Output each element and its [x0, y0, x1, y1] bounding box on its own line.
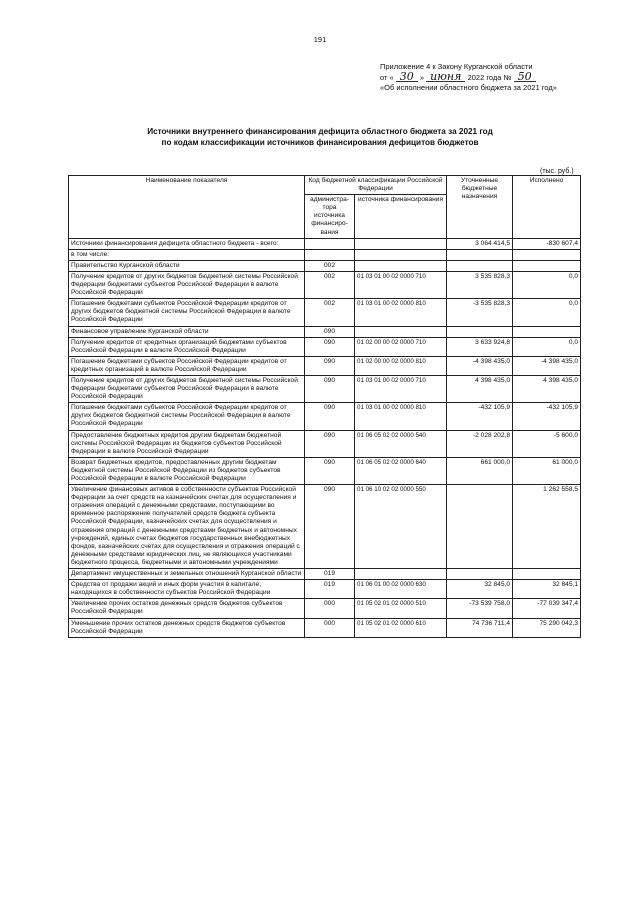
row-admin-code-cell: 090: [305, 337, 355, 356]
handwritten-day: 30: [396, 72, 418, 82]
row-planned-cell: -3 535 828,3: [447, 299, 513, 326]
row-admin-code-cell: 000: [305, 618, 355, 637]
row-source-code-cell: 01 05 02 01 02 0000 610: [355, 618, 447, 637]
row-executed-cell: [513, 260, 581, 271]
row-name-cell: Уменьшение прочих остатков денежных средств бюджетов субъектов Российской Федерации: [69, 618, 305, 637]
row-source-code-cell: [355, 326, 447, 337]
row-planned-cell: 74 736 711,4: [447, 618, 513, 637]
row-admin-code-cell: 002: [305, 299, 355, 326]
table-row: [69, 430, 581, 457]
row-admin-code-cell: 090: [305, 326, 355, 337]
row-name-cell: Получение кредитов от кредитных организаций бюджетами субъектов Российской Федерации в валюте Российской Федерации: [69, 337, 305, 356]
row-executed-cell: -830 607,4: [513, 238, 581, 249]
row-source-code-cell: 01 02 00 00 02 0000 710: [355, 337, 447, 356]
table-row: [69, 403, 581, 430]
table-row: [69, 260, 581, 271]
row-source-code-cell: 01 06 10 02 02 0000 550: [355, 485, 447, 569]
row-executed-cell: 0,0: [513, 337, 581, 356]
row-source-code-cell: 01 06 05 02 02 0000 540: [355, 430, 447, 457]
row-source-code-cell: 01 03 01 00 02 0000 810: [355, 299, 447, 326]
handwritten-month: июня: [426, 72, 465, 82]
row-planned-cell: [447, 326, 513, 337]
row-source-code-cell: 01 03 01 00 02 0000 810: [355, 403, 447, 430]
row-source-code-cell: 01 03 01 00 02 0000 710: [355, 271, 447, 298]
row-admin-code-cell: 090: [305, 403, 355, 430]
row-executed-cell: 4 398 435,0: [513, 375, 581, 402]
row-planned-cell: -432 105,9: [447, 403, 513, 430]
row-planned-cell: 3 064 414,5: [447, 238, 513, 249]
row-source-code-cell: 01 05 02 01 02 0000 510: [355, 599, 447, 618]
appendix-date-prefix: от «: [380, 73, 394, 82]
row-executed-cell: 1 262 558,5: [513, 485, 581, 569]
row-name-cell: в том числе:: [69, 249, 305, 260]
table-row: [69, 249, 581, 260]
appendix-block: [380, 62, 600, 93]
row-name-cell: Увеличение прочих остатков денежных средств бюджетов субъектов Российской Федерации: [69, 599, 305, 618]
row-source-code-cell: 01 02 00 00 02 0000 810: [355, 356, 447, 375]
table-row: [69, 271, 581, 298]
row-source-code-cell: [355, 249, 447, 260]
row-name-cell: Погашение бюджетами субъектов Российской Федерации кредитов от других бюджетов бюджетной системы Российской Федерации в валюте Российской Федерации: [69, 299, 305, 326]
row-source-code-cell: [355, 238, 447, 249]
row-source-code-cell: [355, 260, 447, 271]
row-planned-cell: -73 539 758,0: [447, 599, 513, 618]
row-source-code-cell: 01 03 01 00 02 0000 710: [355, 375, 447, 402]
row-name-cell: Увеличение финансовых активов в собственности субъектов Российской Федерации за счет средств на казначейских счетах для осуществления и отражения операций с денежными средствами, поступающими во временное распоряжение получателей средств бюджета субъекта Российской Федерации, казначейских счетах для осуществления и отражения операций с денежными средствами бюджетных и автономных учреждений, единых счетах бюджетов государственных внебюджетных фондов, казначейских счетах для осуществления и отражения операций с денежными средствами юридических лиц, не являющихся участниками бюджетного процесса, бюджетными и автономными учреждениями: [69, 485, 305, 569]
row-admin-code-cell: 000: [305, 599, 355, 618]
units-label: (тыс. руб.): [540, 168, 574, 175]
row-name-cell: Получение кредитов от других бюджетов бюджетной системы Российской Федерации бюджетами субъектов Российской Федерации в валюте Российской Федерации: [69, 271, 305, 298]
row-admin-code-cell: [305, 249, 355, 260]
row-name-cell: Предоставление бюджетных кредитов другим бюджетам бюджетной системы Российской Федерации из бюджетов субъектов Российской Федерации в валюте Российской Федерации: [69, 430, 305, 457]
row-planned-cell: -4 398 435,0: [447, 356, 513, 375]
row-name-cell: Источники финансирования дефицита областного бюджета - всего:: [69, 238, 305, 249]
header-executed: Исполнено: [513, 176, 581, 239]
header-code-group: Код бюджетной классификации Российской Федерации: [305, 176, 447, 195]
header-name: Наименование показателя: [69, 176, 305, 239]
table-row: [69, 337, 581, 356]
row-executed-cell: 0,0: [513, 299, 581, 326]
table-row: [69, 580, 581, 599]
row-admin-code-cell: 002: [305, 260, 355, 271]
row-name-cell: Погашение бюджетами субъектов Российской Федерации кредитов от кредитных организаций в валюте Российской Федерации: [69, 356, 305, 375]
appendix-line-3: «Об исполнении областного бюджета за 2021 год»: [380, 83, 557, 92]
table-body: [69, 238, 581, 637]
appendix-line-2: [380, 72, 600, 83]
row-planned-cell: 32 845,0: [447, 580, 513, 599]
row-executed-cell: 0,0: [513, 271, 581, 298]
row-executed-cell: 75 290 042,3: [513, 618, 581, 637]
row-admin-code-cell: 019: [305, 580, 355, 599]
row-planned-cell: 3 535 828,3: [447, 271, 513, 298]
table-row: [69, 375, 581, 402]
row-executed-cell: -4 398 435,0: [513, 356, 581, 375]
appendix-line-1: Приложение 4 к Закону Курганской области: [380, 62, 533, 71]
table-row: [69, 238, 581, 249]
table-row: [69, 326, 581, 337]
header-admin: администра-тора источника финансиро-вания: [305, 195, 355, 238]
table-row: [69, 485, 581, 569]
row-admin-code-cell: 090: [305, 485, 355, 569]
handwritten-number: 50: [514, 72, 536, 82]
table-row: [69, 356, 581, 375]
row-admin-code-cell: 090: [305, 375, 355, 402]
row-source-code-cell: [355, 569, 447, 580]
title-line-1: Источники внутреннего финансирования дефицита областного бюджета за 2021 год: [147, 127, 493, 136]
row-planned-cell: [447, 569, 513, 580]
title-line-2: по кодам классификации источников финансирования дефицитов бюджетов: [161, 138, 479, 147]
header-planned: Уточненные бюджетные назначения: [447, 176, 513, 239]
row-planned-cell: 4 398 435,0: [447, 375, 513, 402]
row-executed-cell: [513, 326, 581, 337]
row-admin-code-cell: 019: [305, 569, 355, 580]
row-planned-cell: [447, 485, 513, 569]
row-planned-cell: 3 633 924,8: [447, 337, 513, 356]
row-executed-cell: [513, 249, 581, 260]
row-admin-code-cell: [305, 238, 355, 249]
row-executed-cell: 61 000,0: [513, 457, 581, 484]
row-name-cell: Получение кредитов от других бюджетов бюджетной системы Российской Федерации бюджетами субъектов Российской Федерации в валюте Российской Федерации: [69, 375, 305, 402]
row-name-cell: Погашение бюджетами субъектов Российской Федерации кредитов от других бюджетов бюджетной системы Российской Федерации в валюте Российской Федерации: [69, 403, 305, 430]
row-admin-code-cell: 090: [305, 457, 355, 484]
row-name-cell: Средства от продажи акций и иных форм участия в капитале, находящихся в собственности субъектов Российской Федерации: [69, 580, 305, 599]
row-source-code-cell: 01 06 01 00 02 0000 630: [355, 580, 447, 599]
table-row: [69, 457, 581, 484]
row-name-cell: Правительство Курганской области: [69, 260, 305, 271]
appendix-date-suffix: 2022 года №: [467, 73, 512, 82]
row-name-cell: Возврат бюджетных кредитов, предоставленных другим бюджетам бюджетной системы Российской Федерации из бюджетов субъектов Российской Федерации в валюте Российской Федерации: [69, 457, 305, 484]
appendix-date-mid: »: [419, 73, 425, 82]
page-number: 191: [313, 35, 327, 44]
row-admin-code-cell: 002: [305, 271, 355, 298]
row-executed-cell: -77 039 347,4: [513, 599, 581, 618]
table-row: [69, 569, 581, 580]
row-executed-cell: [513, 569, 581, 580]
header-source: источника финансирования: [355, 195, 447, 238]
sources-table: [68, 175, 581, 638]
row-admin-code-cell: 090: [305, 430, 355, 457]
row-source-code-cell: 01 06 05 02 02 0000 640: [355, 457, 447, 484]
row-executed-cell: -432 105,9: [513, 403, 581, 430]
row-planned-cell: [447, 260, 513, 271]
row-executed-cell: 32 845,1: [513, 580, 581, 599]
table-row: [69, 618, 581, 637]
row-executed-cell: -5 600,0: [513, 430, 581, 457]
row-admin-code-cell: 090: [305, 356, 355, 375]
row-planned-cell: -2 028 202,8: [447, 430, 513, 457]
row-planned-cell: 661 000,0: [447, 457, 513, 484]
table-row: [69, 299, 581, 326]
table-row: [69, 599, 581, 618]
row-name-cell: Департамент имущественных и земельных отношений Курганской области: [69, 569, 305, 580]
document-title: [0, 126, 640, 148]
row-name-cell: Финансовое управление Курганской области: [69, 326, 305, 337]
row-planned-cell: [447, 249, 513, 260]
